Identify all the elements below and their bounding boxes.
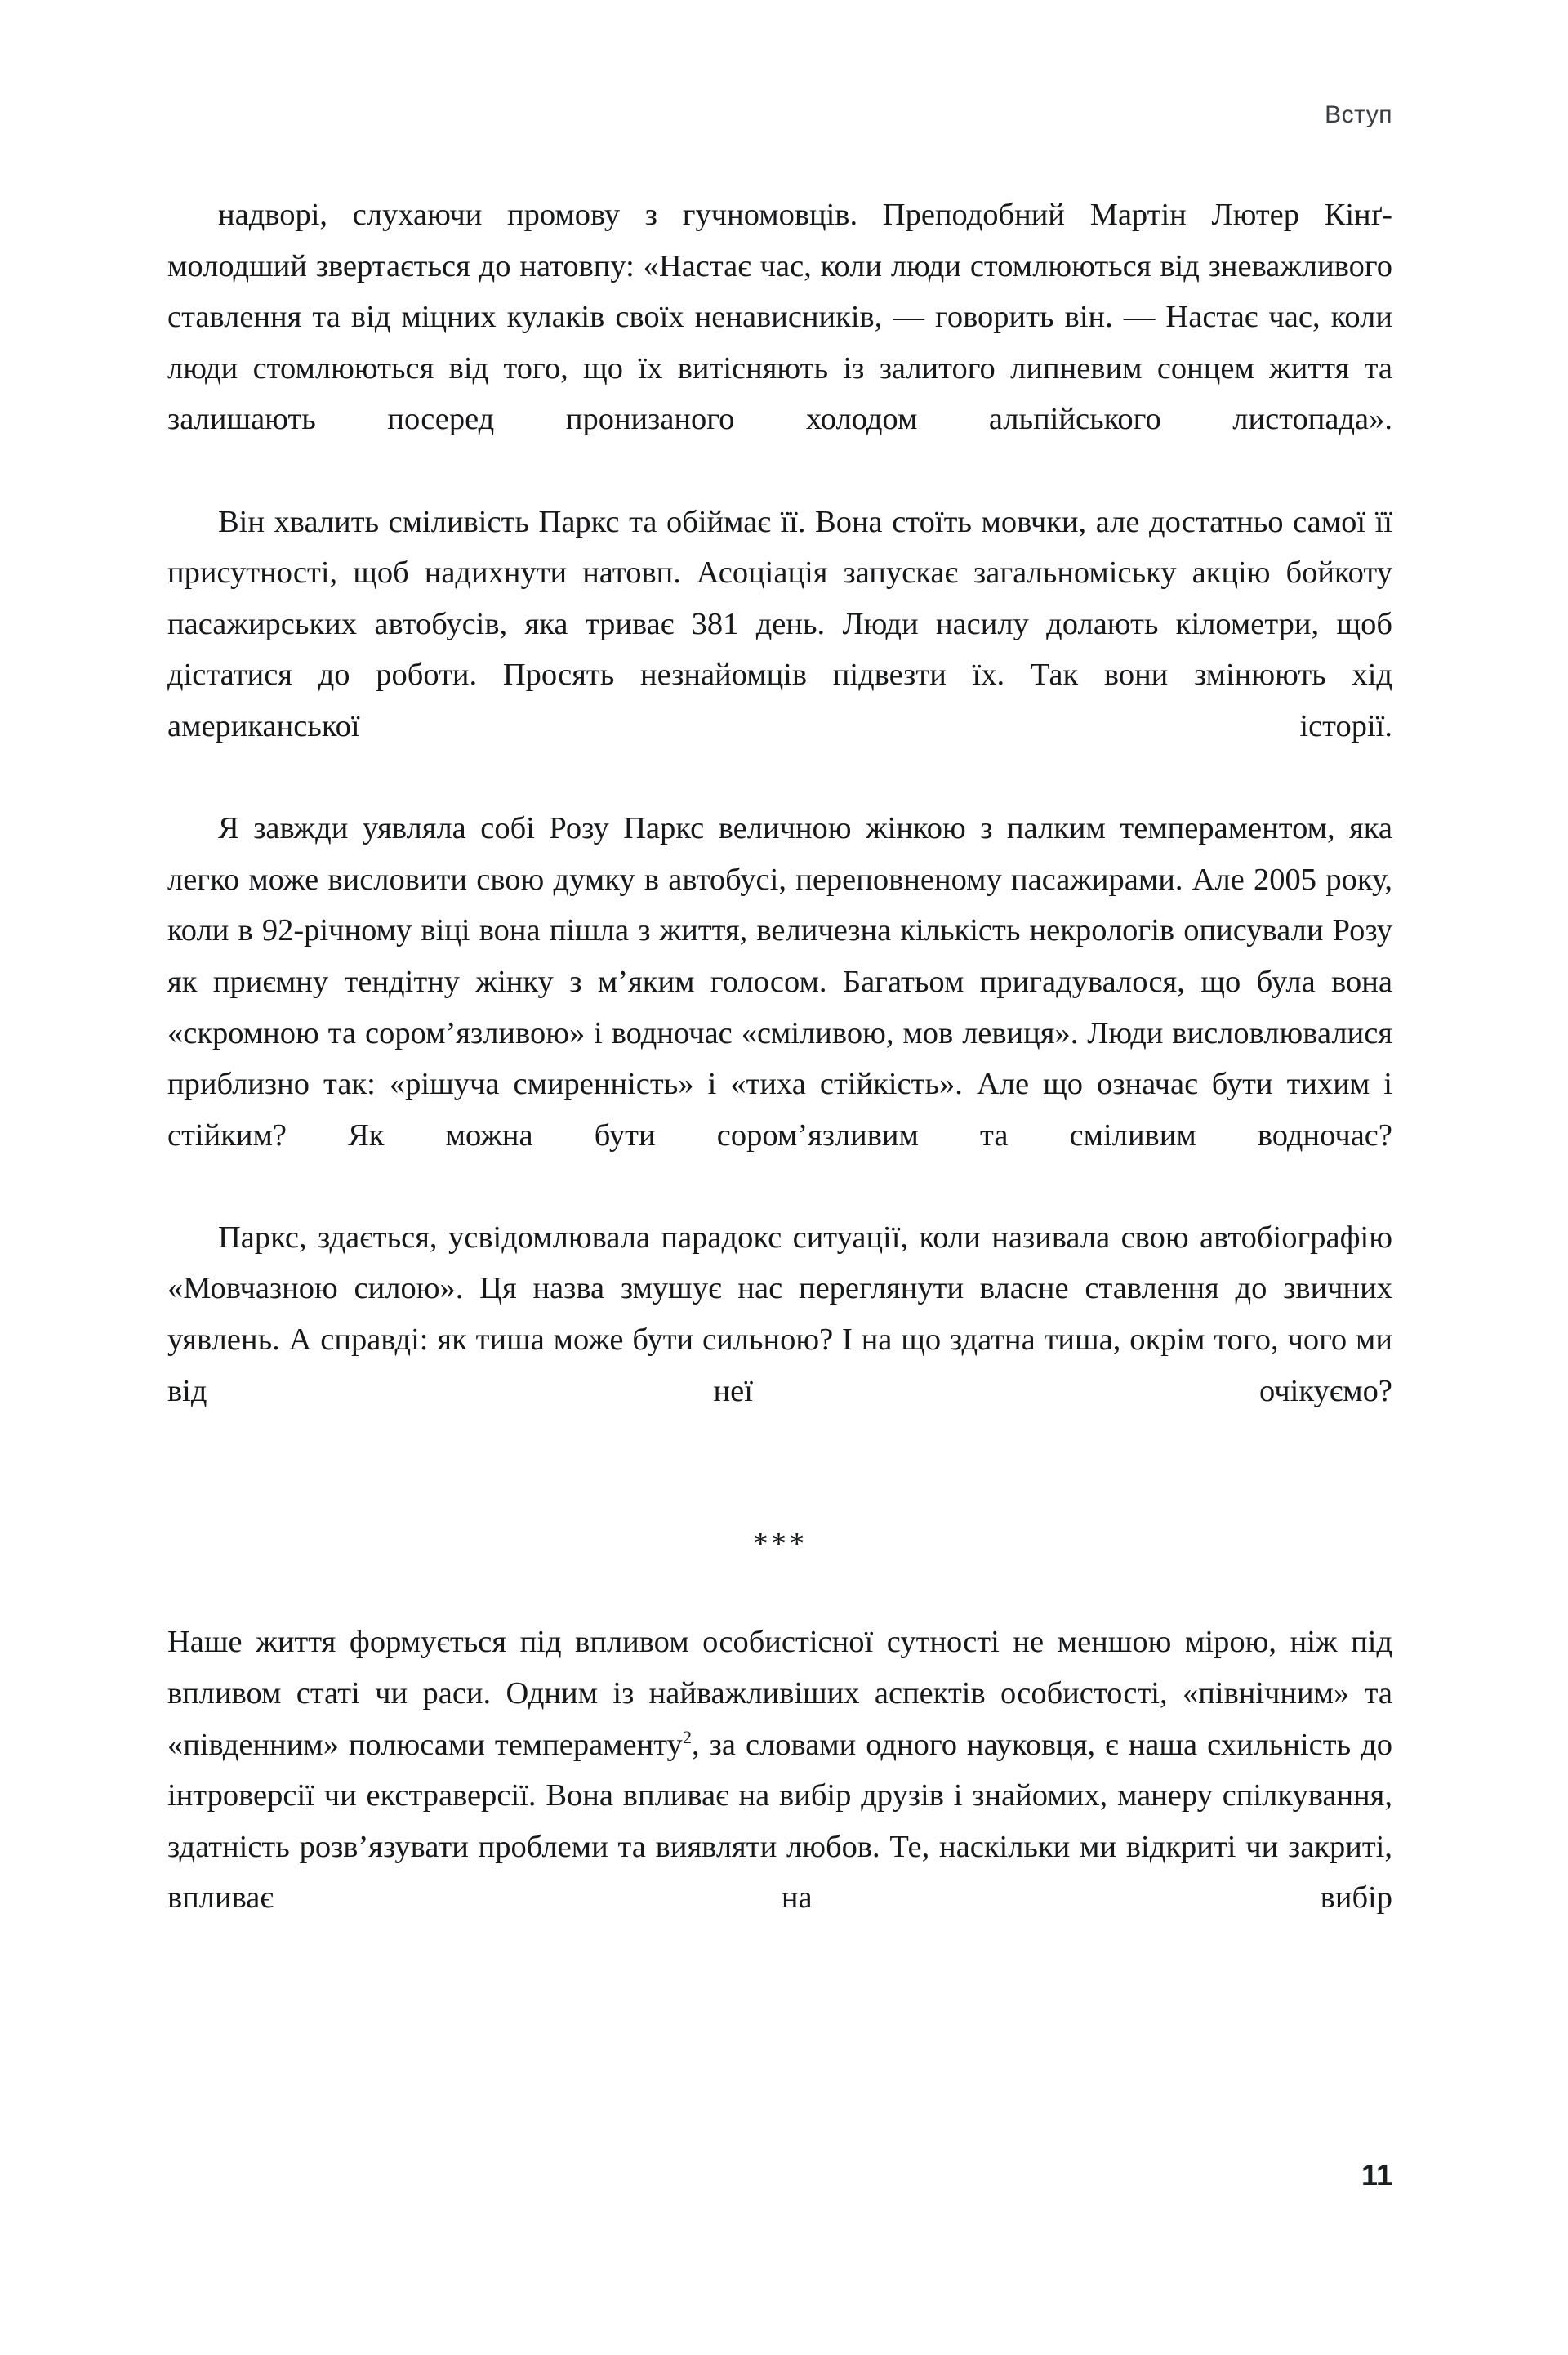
running-header: Вступ [1325, 101, 1392, 128]
scene-break-asterisks: *** [752, 1526, 808, 1561]
scene-break-spacer-top [167, 1468, 1392, 1519]
paragraph-personality [167, 1617, 1392, 1974]
page-number: 11 [1361, 2158, 1392, 2192]
paragraph-boycott: Він хвалить сміливість Паркс та обіймає її. Вона стоїть мовчки, але достатньо самої її присутності, щоб надихнути натовп. Асоціація запускає загальноміську акцію бойкоту пасажирських автобусів, яка триває 381 день. Люди насилу долають кілометри, щоб дістатися до роботи. Просять незнайомців підвезти їх. Так вони змінюють хід американської історії. [167, 504, 1392, 743]
footnote-reference-marker[interactable]: 2 [682, 1726, 692, 1747]
paragraph-personality-text-b: , за словами одного науковця, є наша схильність до інтроверсії чи екстраверсії. Вона впливає на вибір друзів і знайомих, манеру спілкування, здатність розв’язувати проблеми та виявляти любов. Те, наскільки ми відкриті чи закриті, впливає на вибір [167, 1727, 1393, 1916]
paragraph-quiet-strength: Паркс, здається, усвідомлювала парадокс ситуації, коли називала свою автобіографію «Мовчазною силою». Ця назва змушує нас переглянути власне ставлення до звичних уявлень. А справді: як тиша може бути сильною? І на що здатна тиша, окрім того, чого ми від неї очікуємо? [167, 1220, 1392, 1408]
scene-break-spacer-bottom [167, 1569, 1392, 1617]
text-column [167, 190, 1392, 1975]
paragraph-personality-text-a: Наше життя формується під впливом особистісної сутності не меншою мірою, ніж під впливом статі чи раси. Одним із найважливіших аспектів особистості, «північним» та «південним» полюсами темпераменту [167, 1625, 1392, 1762]
paragraph-king-speech: надворі, слухаючи промову з гучномовців. Преподобний Мартін Лютер Кінґ-молодший звертається до натовпу: «Настає час, коли люди стомлюються від зневажливого ставлення та від міцних кулаків своїх ненависників, — говорить він. — Настає час, коли люди стомлюються від того, що їх витісняють із залитого липневим сонцем життя та залишають посеред пронизаного холодом альпійського листопада». [167, 198, 1392, 437]
paragraph-obituaries: Я завжди уявляла собі Розу Паркс величною жінкою з палким темпераментом, яка легко може висловити свою думку в автобусі, переповненому пасажирами. Але 2005 року, коли в 92-річному віці вона пішла з життя, величезна кількість некрологів описували Розу як приємну тендітну жінку з м’яким голосом. Багатьом пригадувалося, що була вона «скромною та сором’язливою» і водночас «сміливою, мов левиця». Люди висловлювалися приблизно так: «рішуча смиренність» і «тиха стійкість». Але що означає бути тихим і стійким? Як можна бути сором’язливим та сміливим водночас? [167, 811, 1392, 1153]
